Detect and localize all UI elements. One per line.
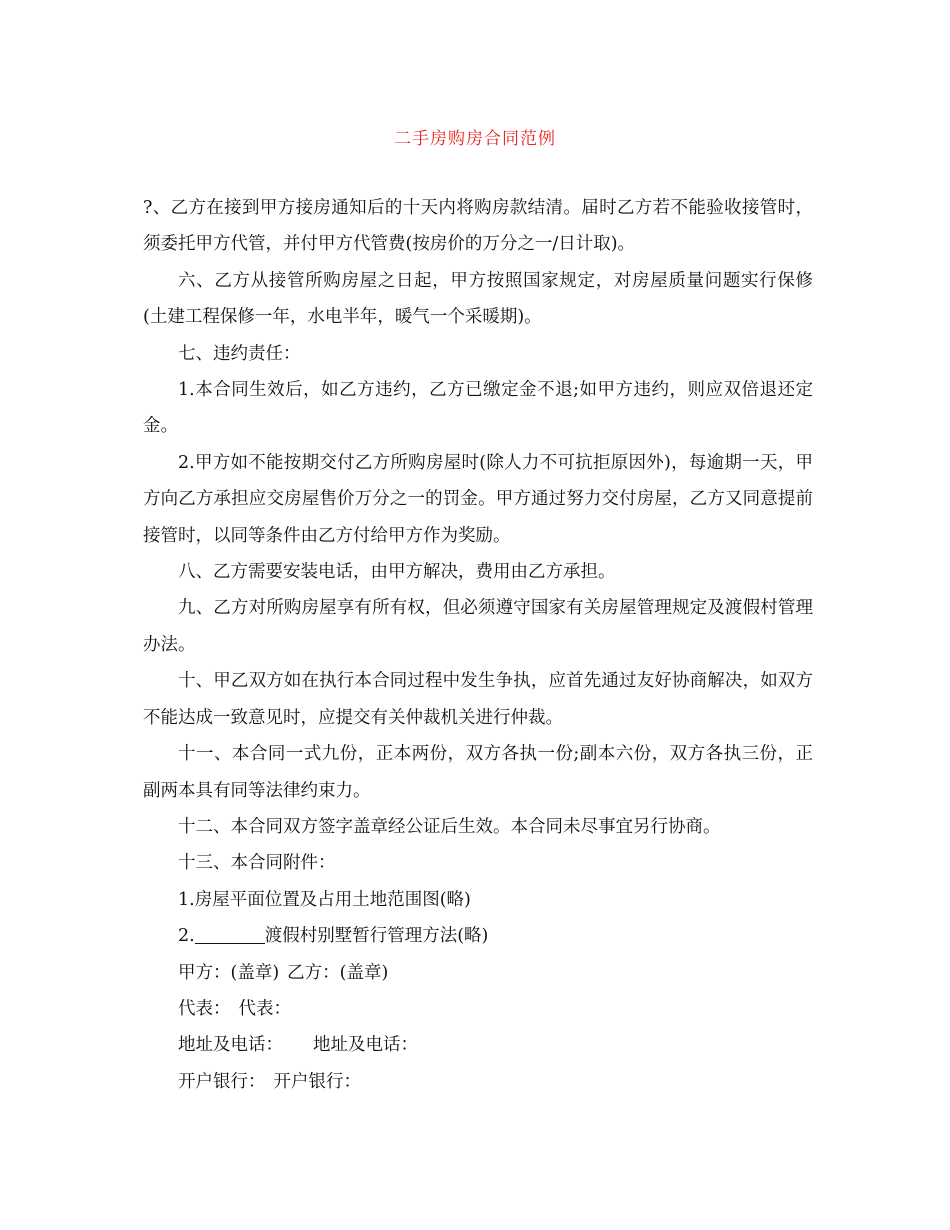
document-title: 二手房购房合同范例 [394,129,556,149]
party-b-representative: 代表： [238,998,291,1019]
clause-13-item-2-prefix: 2. [178,926,195,947]
party-a-seal: 甲方：(盖章) [178,962,280,983]
party-b-bank: 开户银行： [273,1071,361,1092]
clause-unnumbered: ?、乙方在接到甲方接房通知后的十天内将购房款结清。届时乙方若不能验收接管时，须委托甲方代管，并付甲方代管费(按房价的万分之一/日计取)。 [143,198,813,255]
party-b-seal: 乙方：(盖章) [287,962,389,983]
clause-7-item-1: 1.本合同生效后，如乙方违约，乙方已缴定金不退;如甲方违约，则应双倍退还定金。 [143,380,813,437]
signature-bank-row [143,1064,813,1100]
clause-7-item-2: 2.甲方如不能按期交付乙方所购房屋时(除人力不可抗拒原因外)，每逾期一天，甲方向乙方承担应交房屋售价万分之一的罚金。甲方通过努力交付房屋，乙方又同意提前接管时，以同等条件由乙方付给甲方作为奖励。 [143,452,813,546]
fill-in-blank [195,924,265,944]
signature-representative-row [143,991,813,1027]
clause-10: 十、甲乙双方如在执行本合同过程中发生争执，应首先通过友好协商解决，如双方不能达成一致意见时，应提交有关仲裁机关进行仲裁。 [143,671,813,728]
clause-13-heading: 十三、本合同附件： [178,853,336,874]
signature-seal-row [143,955,813,991]
clause-9: 九、乙方对所购房屋享有所有权，但必须遵守国家有关房屋管理规定及渡假村管理办法。 [143,598,813,655]
clause-13-item-2 [143,918,813,954]
clause-13-item-2-suffix: 渡假村别墅暂行管理方法(略) [264,926,489,947]
clause-11: 十一、本合同一式九份，正本两份，双方各执一份;副本六份，双方各执三份，正副两本具有同等法律约束力。 [143,744,813,801]
clause-7-heading: 七、违约责任： [178,343,301,364]
document-body [143,190,813,1100]
clause-13-item-1: 1.房屋平面位置及占用土地范围图(略) [178,889,471,910]
clause-8: 八、乙方需要安装电话，由甲方解决，费用由乙方承担。 [178,562,616,583]
signature-address-row [143,1027,813,1063]
clause-12: 十二、本合同双方签字盖章经公证后生效。本合同未尽事宜另行协商。 [178,816,721,837]
party-a-address: 地址及电话： [178,1035,283,1056]
party-b-address: 地址及电话： [313,1035,418,1056]
party-a-representative: 代表： [178,998,231,1019]
clause-6: 六、乙方从接管所购房屋之日起，甲方按照国家规定，对房屋质量问题实行保修(土建工程保修一年，水电半年，暖气一个采暖期)。 [143,270,813,328]
party-a-bank: 开户银行： [178,1071,266,1092]
